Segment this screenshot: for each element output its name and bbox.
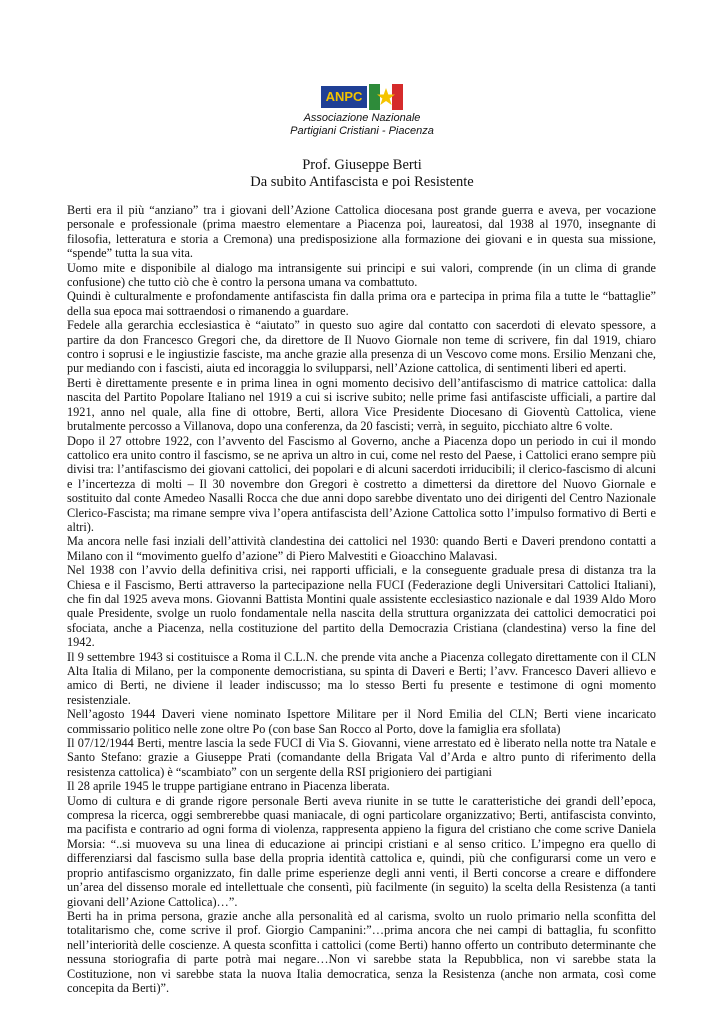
flag-star-icon — [369, 84, 403, 110]
document-body — [67, 203, 656, 995]
paragraph: Berti era il più “anziano” tra i giovani dell’Azione Cattolica diocesana post grande guerra e aveva, per vocazione personale e professionale (prima maestro elementare a Piacenza poi, laureatosi, dal 1938 al 1970, insegnante di filosofia, letteratura e storia a Cremona) una predisposizione alla formazione dei giovani e in questa sua missione, “spende” tutta la sua vita. — [67, 203, 656, 261]
paragraph: Il 9 settembre 1943 si costituisce a Roma il C.L.N. che prende vita anche a Piacenza collegato direttamente con il CLN Alta Italia di Milano, per la componente democristiana, su spinta di Daveri e Berti; l’avv. Francesco Daveri allievo e amico di Berti, ne diviene il leader indiscusso; ma lo stesso Berti fu presente e testimone di ogni momento resistenziale. — [67, 649, 656, 707]
paragraph: Fedele alla gerarchia ecclesiastica è “aiutato” in questo suo agire dal contatto con sacerdoti di elevato spessore, a partire da don Francesco Gregori che, da direttore de Il Nuovo Giornale non teme di scrivere, fin dal 1919, chiaro contro i soprusi e le ingiustizie fasciste, ma anche grazie alla presenza di un Vescovo come mons. Ersilio Menzani che, pur mediando con i fascisti, aiuta ed incoraggia lo svilupparsi, nell’Azione cattolica, di sentimenti liberi ed aperti. — [67, 318, 656, 376]
paragraph: Nel 1938 con l’avvio della definitiva crisi, nei rapporti ufficiali, e la conseguente graduale presa di distanza tra la Chiesa e il Fascismo, Berti attraverso la partecipazione nella FUCI (Federazione degli Universitari Cattolici Italiani), che fin dal 1925 aveva mons. Giovanni Battista Montini quale assistente ecclesiastico nazionale e dal 1939 Aldo Moro quale Presidente, svolge un ruolo fondamentale nella nascita della struttura organizzata dei cattolici democratici poi sfociata, anche a Piacenza, nella costituzione del partito della Democrazia Cristiana (clandestina) verso la fine del 1942. — [67, 563, 656, 650]
paragraph: Ma ancora nelle fasi inziali dell’attività clandestina dei cattolici nel 1930: quando Berti e Daveri prendono contatti a Milano con il “movimento guelfo d’azione” di Piero Malvestiti e Gioacchino Malavasi. — [67, 534, 656, 563]
document-title: Prof. Giuseppe Berti — [302, 157, 422, 173]
paragraph: Berti è direttamente presente e in prima linea in ogni momento decisivo dell’antifascismo di matrice cattolica: dalla nascita del Partito Popolare Italiano nel 1919 a cui si iscrive subito; nelle prime fasi antifasciste ufficiali, a partire dal 1921, anno nel quale, alla fine di ottobre, Berti, allora Vice Presidente Diocesano di Gioventù Cattolica, viene brutalmente percosso a Villanova, dopo una conferenza, da 20 fascisti; verrà, in seguito, picchiato altre 6 volte. — [67, 375, 656, 434]
anpc-logo — [321, 84, 403, 110]
document-subtitle: Da subito Antifascista e poi Resistente — [250, 174, 474, 190]
association-subtitle: Partigiani Cristiani - Piacenza — [290, 125, 434, 137]
anpc-logo-text: ANPC — [321, 86, 367, 108]
paragraph: Quindi è culturalmente e profondamente antifascista fin dalla prima ora e partecipa in prima fila a tutte le “battaglie” della sua epoca mai sottraendosi o rimanendo a guardare. — [67, 289, 656, 318]
paragraph: Uomo mite e disponibile al dialogo ma intransigente sui principi e sui valori, comprende (in un clima di grande confusione) che tutto ciò che è contro la persona umana va combattuto. — [67, 260, 656, 290]
paragraph: Il 07/12/1944 Berti, mentre lascia la sede FUCI di Via S. Giovanni, viene arrestato ed è liberato nella notte tra Natale e Santo Stefano: grazie a Giuseppe Prati (comandante della Brigata Val d’Arda e altro punto di riferimento della resistenza cattolica) è “scambiato” con un sergente della RSI prigioniero dei partigiani — [67, 736, 656, 779]
paragraph: Berti ha in prima persona, grazie anche alla personalità ed al carisma, svolto un ruolo primario nella sconfitta del totalitarismo che, come scrive il prof. Giorgio Campanini:”…prima ancora che nei campi di battaglia, fu sconfitto nell’interiorità delle coscienze. A questa sconfitta i cattolici (come Berti) hanno offerto un contributo determinante che nessuna storiografia di parte potrà mai negare…Non vi sarebbe stata la Repubblica, non vi sarebbe stata la Costituzione, non vi sarebbe stata la nuova Italia democratica, senza la Resistenza (anche non armata, così come concepita da Berti)”. — [67, 908, 656, 995]
paragraph: Dopo il 27 ottobre 1922, con l’avvento del Fascismo al Governo, anche a Piacenza dopo un periodo in cui il mondo cattolico era unito contro il fascismo, se ne apriva un altro in cui, come nel resto del Paese, i Cattolici erano sempre più divisi tra: l’antifascismo dei giovani cattolici, dei popolari e di alcuni sacerdoti irriducibili; il clerico-fascismo di alcuni e l’incertezza di molti – Il 30 novembre don Gregori è costretto a dimettersi da direttore del Nuovo Giornale e sostituito dal conte Amedeo Nasalli Rocca che due anni dopo sarebbe diventato uno dei dirigenti del Centro Nazionale Clerico-Fascista; ma rimane sempre viva l’opera antifascista dell’Azione Cattolica sotto l’impulso formativo di Berti e altri). — [67, 433, 656, 534]
paragraph: Uomo di cultura e di grande rigore personale Berti aveva riunite in se tutte le caratteristiche dei grandi dell’epoca, compresa la ricerca, oggi sembrerebbe quasi maniacale, di ogni particolare organizzativo; Berti, antifascista convinto, ma pacifista e contrario ad ogni forma di violenza, rappresenta appieno la figura del cristiano che come scrive Daniela Morsia: “..si muoveva su una linea di educazione ai principi cristiani e al senso critico. L’impegno era quello di differenziarsi dal fascismo sulla base della propria identità cattolica e, quindi, più che configurarsi come un vero e proprio antifascismo organizzato, fin dalle prime esperienze degli anni venti, il Berti concorse a creare e diffondere un’area del dissenso morale ed intellettuale che consentì, più facilmente (in seguito) la scelta della Resistenza (a tanti giovani dell’Azione Cattolica)…”. — [67, 793, 656, 909]
paragraph: Il 28 aprile 1945 le truppe partigiane entrano in Piacenza liberata. — [67, 779, 390, 794]
association-name: Associazione Nazionale — [303, 112, 421, 124]
paragraph: Nell’agosto 1944 Daveri viene nominato Ispettore Militare per il Nord Emilia del CLN; Berti viene incaricato commissario politico nelle zone oltre Po (con base San Rocco al Porto, dove la famiglia era sfollata) — [67, 707, 656, 736]
